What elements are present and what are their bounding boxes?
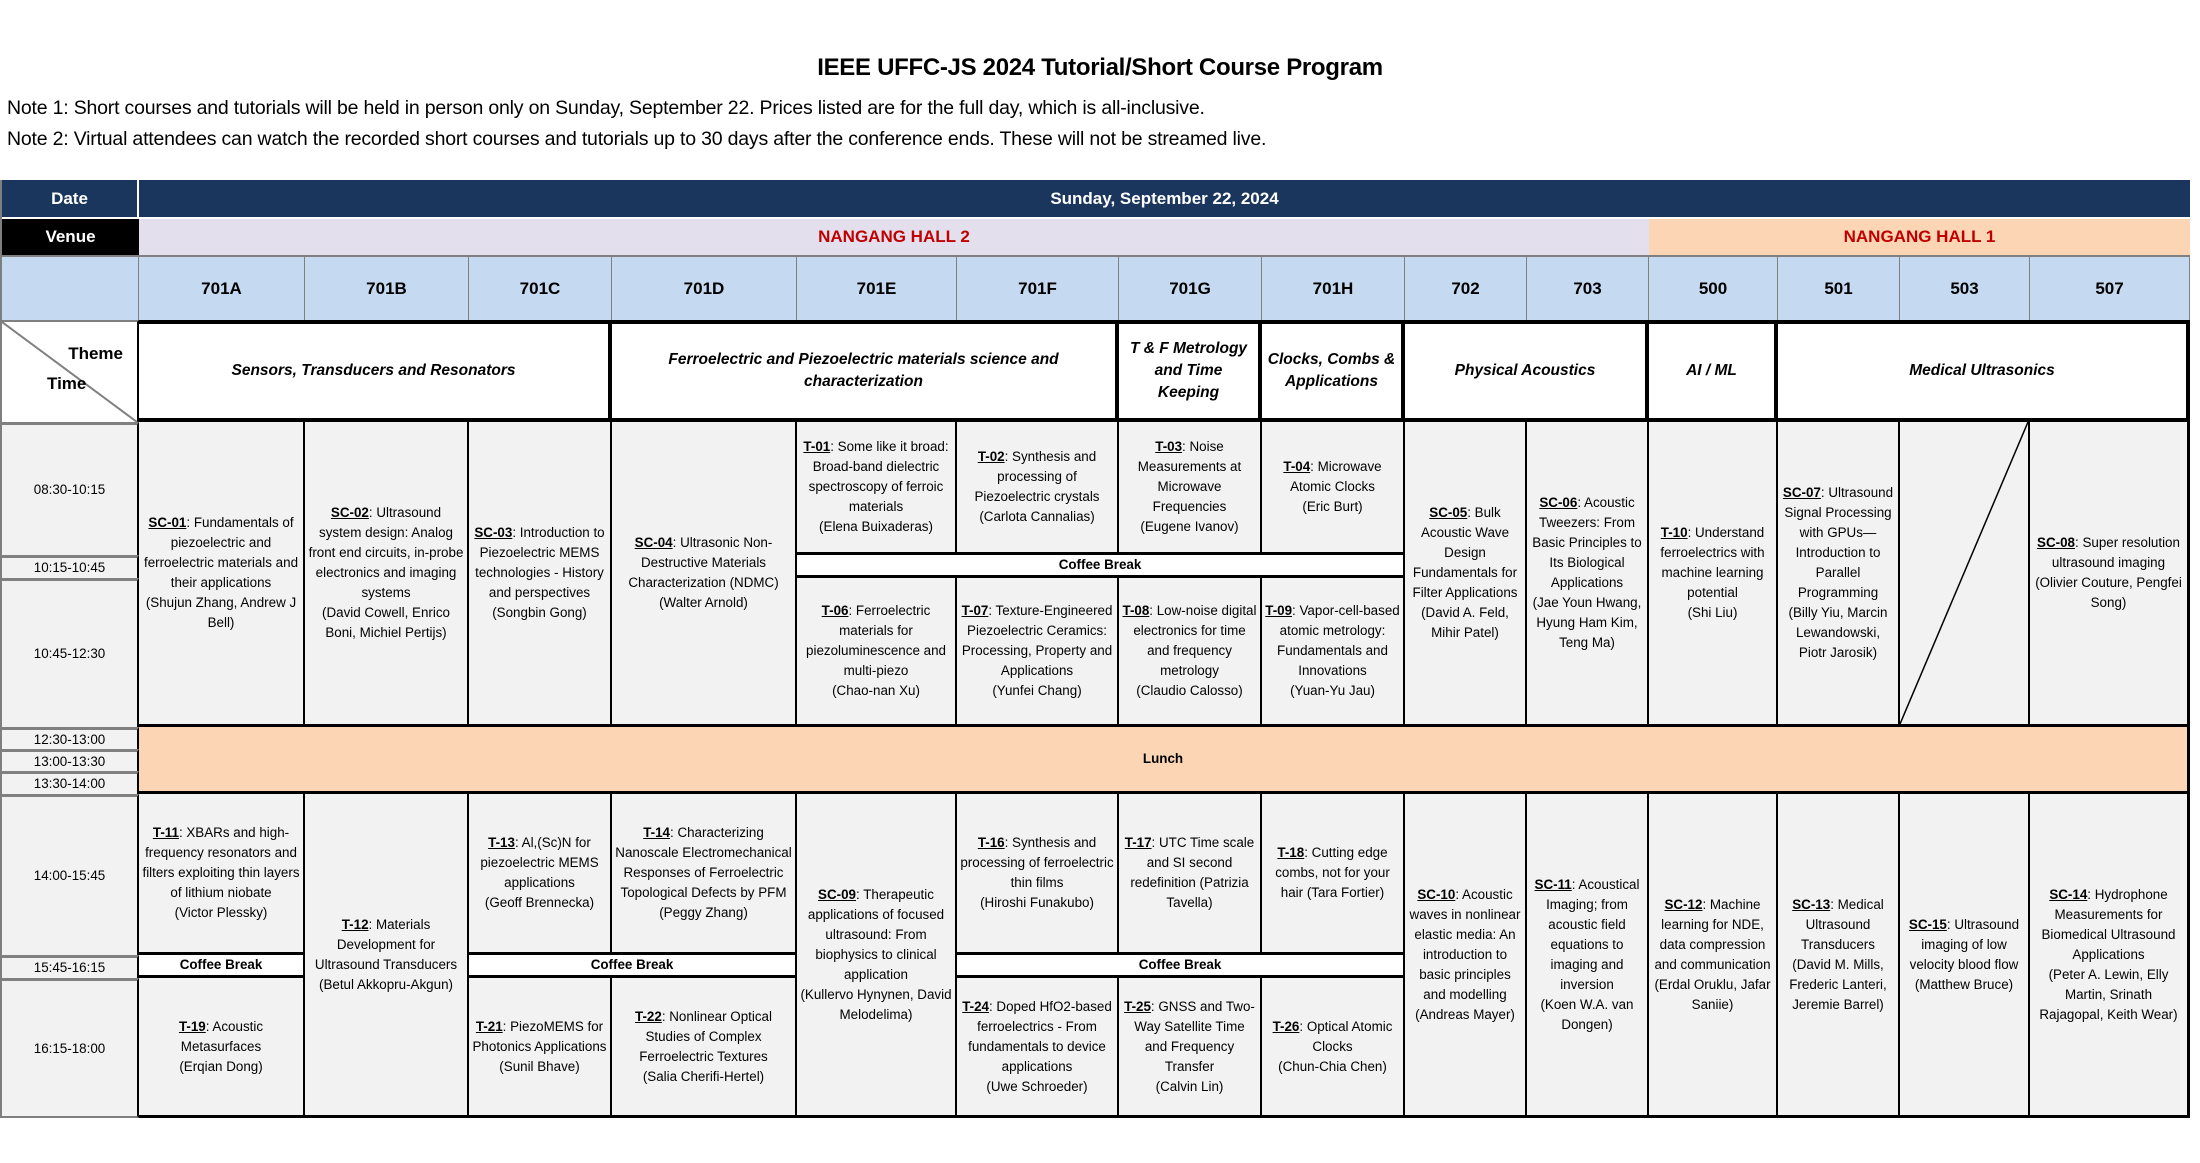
room-701f: 701F: [957, 255, 1119, 320]
session-title: : Fundamentals of piezoelectric and ferroelectric materials and their applications: [143, 515, 299, 590]
session-speakers: (Yuan-Yu Jau): [1290, 683, 1375, 698]
time-slot: 15:45-16:15: [2, 955, 139, 978]
session-code: SC-03: [474, 525, 513, 540]
session-code: SC-07: [1782, 485, 1821, 500]
session-title: : Super resolution ultrasound imaging: [2051, 535, 2180, 570]
page-title: IEEE UFFC-JS 2024 Tutorial/Short Course Program: [817, 54, 1383, 81]
session-title: : XBARs and high-frequency resonators and filters exploiting thin layers of lithium niobate: [142, 825, 300, 900]
session-sc13[interactable]: [1778, 794, 1900, 1118]
session-title: : Texture-Engineered Piezoelectric Ceramics: Processing, Property and Applications: [961, 603, 1113, 678]
session-code: SC-12: [1664, 896, 1703, 912]
session-t01[interactable]: [797, 422, 957, 555]
time-label: Time: [47, 374, 87, 393]
session-speakers: (Billy Yiu, Marcin Lewandowski, Piotr Jarosik): [1788, 605, 1888, 660]
schedule-table: [0, 180, 2188, 1118]
session-code: T-21: [475, 1018, 503, 1034]
room-501: 501: [1778, 255, 1900, 320]
session-sc02[interactable]: [305, 422, 469, 727]
session-t02[interactable]: [957, 422, 1119, 555]
session-code: SC-14: [2049, 886, 2088, 902]
theme-physical-acoustics: Physical Acoustics: [1405, 320, 1649, 422]
room-701e: 701E: [797, 255, 957, 320]
note-1: Note 1: Short courses and tutorials will be held in person only on Sunday, September 22. Prices listed are for the full day, which is all-inclusive.: [7, 97, 1205, 119]
session-speakers: (Chun-Chia Chen): [1278, 1058, 1387, 1074]
date-value: Sunday, September 22, 2024: [139, 180, 2190, 217]
session-code: SC-13: [1792, 896, 1831, 912]
session-t26[interactable]: [1262, 978, 1405, 1118]
session-speakers: (Matthew Bruce): [1914, 976, 2014, 992]
session-code: T-02: [977, 449, 1005, 464]
session-t07[interactable]: [957, 578, 1119, 727]
session-speakers: (Yunfei Chang): [992, 683, 1082, 698]
session-code: SC-10: [1417, 886, 1456, 902]
theme-tf-metrology: T & F Metrology and Time Keeping: [1119, 320, 1262, 422]
session-t13[interactable]: [469, 794, 612, 955]
session-speakers: (Geoff Brennecka): [484, 895, 595, 910]
session-speakers: (Olivier Couture, Pengfei Song): [2035, 575, 2182, 610]
session-code: T-24: [962, 998, 989, 1014]
session-t21[interactable]: [469, 978, 612, 1118]
session-t19[interactable]: [139, 978, 305, 1118]
room-701d: 701D: [612, 255, 797, 320]
unavailable-slash-icon: [1900, 422, 2028, 724]
time-slot: 13:30-14:00: [2, 771, 139, 794]
session-code: SC-01: [148, 515, 187, 530]
session-t06[interactable]: [797, 578, 957, 727]
coffee-break: Coffee Break: [139, 955, 305, 978]
session-title: : Acoustic Metasurfaces: [180, 1018, 264, 1054]
session-speakers: (Sunil Bhave): [499, 1058, 580, 1074]
diagonal-divider-icon: [2, 322, 139, 424]
session-speakers: (Erqian Dong): [179, 1058, 263, 1074]
session-t08[interactable]: [1119, 578, 1262, 727]
session-code: T-17: [1124, 835, 1152, 850]
session-speakers: (Hiroshi Funakubo): [980, 895, 1094, 910]
session-code: T-06: [821, 603, 849, 618]
session-code: T-13: [488, 835, 515, 850]
session-sc05[interactable]: [1405, 422, 1527, 727]
session-title: : Understand ferroelectrics with machine learning potential: [1660, 525, 1765, 600]
session-speakers: (David Cowell, Enrico Boni, Michiel Pertijs): [322, 605, 450, 640]
room-703: 703: [1527, 255, 1649, 320]
session-sc04[interactable]: [612, 422, 797, 727]
session-t24[interactable]: [957, 978, 1119, 1118]
session-speakers: (David A. Feld, Mihir Patel): [1421, 605, 1509, 640]
session-code: T-18: [1277, 845, 1305, 860]
session-speakers: (Betul Akkopru-Akgun): [319, 976, 453, 992]
room-header-blank: [2, 255, 139, 320]
time-slot: 10:15-10:45: [2, 555, 139, 578]
session-speakers: (Victor Plessky): [174, 905, 268, 920]
session-code: T-01: [803, 439, 831, 454]
session-sc01[interactable]: [139, 422, 305, 727]
session-title: : Ultrasound imaging of low velocity blood flow: [1909, 916, 2020, 972]
room-701b: 701B: [305, 255, 469, 320]
session-sc06[interactable]: [1527, 422, 1649, 727]
coffee-break: Coffee Break: [469, 955, 797, 978]
room-701h: 701H: [1262, 255, 1405, 320]
room-507: 507: [2030, 255, 2190, 320]
session-title: : Doped HfO2-based ferroelectrics - From fundamentals to device applications: [968, 998, 1112, 1074]
session-title: : Synthesis and processing of Piezoelectric crystals: [974, 449, 1100, 504]
session-t04[interactable]: [1262, 422, 1405, 555]
room-702: 702: [1405, 255, 1527, 320]
session-title: : Optical Atomic Clocks: [1299, 1018, 1393, 1054]
time-slot: 08:30-10:15: [2, 422, 139, 555]
session-t17[interactable]: [1119, 794, 1262, 955]
session-title: : Materials Development for Ultrasound Transducers: [314, 916, 458, 972]
session-title: : Acoustic waves in nonlinear elastic media: An introduction to basic principles and modelling: [1409, 886, 1521, 1002]
session-speakers: (Salia Cherifi-Hertel): [642, 1068, 765, 1084]
time-slot: 14:00-15:45: [2, 794, 139, 955]
session-speakers: (Claudio Calosso): [1136, 683, 1243, 698]
session-title: : UTC Time scale and SI second redefinition (Patrizia Tavella): [1130, 835, 1255, 910]
session-code: SC-11: [1534, 876, 1572, 892]
session-title: : Machine learning for NDE, data compression and communication: [1654, 896, 1771, 972]
session-code: T-12: [341, 916, 369, 932]
session-code: T-08: [1122, 603, 1150, 618]
session-sc11[interactable]: [1527, 794, 1649, 1118]
theme-medical-ultrasonics: Medical Ultrasonics: [1778, 320, 2190, 422]
session-sc09[interactable]: [797, 794, 957, 1118]
session-code: T-03: [1155, 439, 1183, 454]
session-t12[interactable]: [305, 794, 469, 1118]
session-code: SC-06: [1539, 495, 1578, 510]
room-500: 500: [1649, 255, 1778, 320]
session-code: T-07: [961, 603, 989, 618]
session-speakers: (Carlota Cannalias): [979, 509, 1095, 524]
session-title: : Acoustic Tweezers: From Basic Principles to Its Biological Applications: [1532, 495, 1642, 590]
session-t25[interactable]: [1119, 978, 1262, 1118]
session-title: : Synthesis and processing of ferroelectric thin films: [960, 835, 1114, 890]
session-sc12[interactable]: [1649, 794, 1778, 1118]
session-code: SC-09: [818, 886, 857, 902]
session-sc14[interactable]: [2030, 794, 2190, 1118]
room-701a: 701A: [139, 255, 305, 320]
session-title: : Therapeutic applications of focused ultrasound: From biophysics to clinical application: [807, 886, 945, 982]
time-slot: 12:30-13:00: [2, 727, 139, 749]
session-title: : Characterizing Nanoscale Electromechanical Responses of Ferroelectric Topological Defects by PFM: [615, 825, 792, 900]
session-title: : Al,(Sc)N for piezoelectric MEMS applications: [480, 835, 599, 890]
session-sc03[interactable]: [469, 422, 612, 727]
lunch-break: Lunch: [139, 727, 2190, 794]
session-code: SC-15: [1908, 916, 1947, 932]
session-speakers: (Songbin Gong): [492, 605, 587, 620]
session-speakers: (Eric Burt): [1302, 499, 1363, 514]
session-speakers: (Eugene Ivanov): [1140, 519, 1239, 534]
theme-ai-ml: AI / ML: [1649, 320, 1778, 422]
theme-clocks-combs: Clocks, Combs & Applications: [1262, 320, 1405, 422]
time-slot: 16:15-18:00: [2, 978, 139, 1118]
session-code: SC-08: [2037, 535, 2075, 550]
session-title: : Ultrasound Signal Processing with GPUs—Introduction to Parallel Programming: [1784, 485, 1894, 600]
session-code: SC-04: [634, 535, 673, 550]
session-t11[interactable]: [139, 794, 305, 955]
empty-slot-503: [1900, 422, 2030, 727]
session-title: : Introduction to Piezoelectric MEMS technologies - History and perspectives: [475, 525, 605, 600]
session-title: : Cutting edge combs, not for your hair (Tara Fortier): [1275, 845, 1390, 900]
session-sc08[interactable]: [2030, 422, 2190, 727]
session-title: : Vapor-cell-based atomic metrology: Fundamentals and Innovations: [1277, 603, 1400, 678]
coffee-break: Coffee Break: [797, 555, 1405, 578]
session-title: : Nonlinear Optical Studies of Complex Ferroelectric Textures: [639, 1008, 772, 1064]
session-speakers: (Koen W.A. van Dongen): [1540, 996, 1634, 1032]
session-title: : Some like it broad: Broad-band dielectric spectroscopy of ferroic materials: [808, 439, 949, 514]
session-speakers: (Erdal Oruklu, Jafar Saniie): [1654, 976, 1771, 1012]
session-code: T-25: [1124, 998, 1151, 1014]
session-t09[interactable]: [1262, 578, 1405, 727]
session-code: T-11: [152, 825, 179, 840]
session-title: : Ferroelectric materials for piezoluminescence and multi-piezo: [806, 603, 946, 678]
session-speakers: (Uwe Schroeder): [986, 1078, 1088, 1094]
session-sc07[interactable]: [1778, 422, 1900, 727]
session-speakers: (Shi Liu): [1687, 605, 1738, 620]
session-sc15[interactable]: [1900, 794, 2030, 1118]
room-701g: 701G: [1119, 255, 1262, 320]
session-t16[interactable]: [957, 794, 1119, 955]
note-2: Note 2: Virtual attendees can watch the recorded short courses and tutorials up to 30 days after the conference ends. These will not be streamed live.: [7, 128, 1267, 150]
session-title: : Hydrophone Measurements for Biomedical Ultrasound Applications: [2041, 886, 2176, 962]
session-title: : Microwave Atomic Clocks: [1290, 459, 1382, 494]
session-speakers: (Jae Youn Hwang, Hyung Ham Kim, Teng Ma): [1532, 595, 1642, 650]
room-503: 503: [1900, 255, 2030, 320]
session-speakers: (Walter Arnold): [659, 595, 748, 610]
session-t14[interactable]: [612, 794, 797, 955]
venue-nangang-hall-1: NANGANG HALL 1: [1649, 217, 2190, 255]
session-t22[interactable]: [612, 978, 797, 1118]
session-code: T-22: [635, 1008, 662, 1024]
session-speakers: (David M. Mills, Frederic Lanteri, Jeremie Barrel): [1789, 956, 1887, 1012]
session-code: T-16: [977, 835, 1005, 850]
session-code: SC-05: [1429, 505, 1468, 520]
session-code: T-19: [178, 1018, 206, 1034]
session-title: : Ultrasound system design: Analog front end circuits, in-probe electronics and imaging systems: [308, 505, 464, 600]
theme-time-corner: [2, 320, 139, 422]
session-code: T-09: [1265, 603, 1293, 618]
session-speakers: (Shujun Zhang, Andrew J Bell): [145, 595, 297, 630]
session-speakers: (Chao-nan Xu): [832, 683, 920, 698]
session-t10[interactable]: [1649, 422, 1778, 727]
session-code: T-10: [1660, 525, 1688, 540]
session-title: : Ultrasonic Non-Destructive Materials Characterization (NDMC): [628, 535, 779, 590]
session-title: : Acoustical Imaging; from acoustic field equations to imaging and inversion: [1546, 876, 1640, 992]
session-title: : Bulk Acoustic Wave Design Fundamentals for Filter Applications: [1412, 505, 1518, 600]
theme-label: Theme: [68, 344, 123, 363]
session-speakers: (Peter A. Lewin, Elly Martin, Srinath Rajagopal, Keith Wear): [2039, 966, 2178, 1022]
time-slot: 10:45-12:30: [2, 578, 139, 727]
session-t18[interactable]: [1262, 794, 1405, 955]
session-t03[interactable]: [1119, 422, 1262, 555]
session-title: : PiezoMEMS for Photonics Applications: [472, 1018, 607, 1054]
session-speakers: (Elena Buixaderas): [819, 519, 933, 534]
time-slot: 13:00-13:30: [2, 749, 139, 771]
room-701c: 701C: [469, 255, 612, 320]
coffee-break: Coffee Break: [957, 955, 1405, 978]
session-speakers: (Peggy Zhang): [659, 905, 748, 920]
session-code: T-14: [643, 825, 670, 840]
session-speakers: (Andreas Mayer): [1415, 1006, 1515, 1022]
theme-sensors: Sensors, Transducers and Resonators: [139, 320, 612, 422]
session-code: T-26: [1272, 1018, 1300, 1034]
session-speakers: (Kullervo Hynynen, David Melodelima): [800, 986, 952, 1022]
venue-label: Venue: [2, 217, 139, 255]
session-title: : Medical Ultrasound Transducers: [1801, 896, 1884, 952]
session-title: : GNSS and Two-Way Satellite Time and Frequency Transfer: [1134, 998, 1255, 1074]
date-label: Date: [2, 180, 139, 217]
session-code: T-04: [1283, 459, 1311, 474]
theme-ferroelectric: Ferroelectric and Piezoelectric materials science and characterization: [612, 320, 1119, 422]
venue-nangang-hall-2: NANGANG HALL 2: [139, 217, 1649, 255]
session-sc10[interactable]: [1405, 794, 1527, 1118]
session-title: : Low-noise digital electronics for time and frequency metrology: [1133, 603, 1257, 678]
session-code: SC-02: [330, 505, 369, 520]
session-speakers: (Calvin Lin): [1155, 1078, 1224, 1094]
session-title: : Noise Measurements at Microwave Frequencies: [1137, 439, 1242, 514]
